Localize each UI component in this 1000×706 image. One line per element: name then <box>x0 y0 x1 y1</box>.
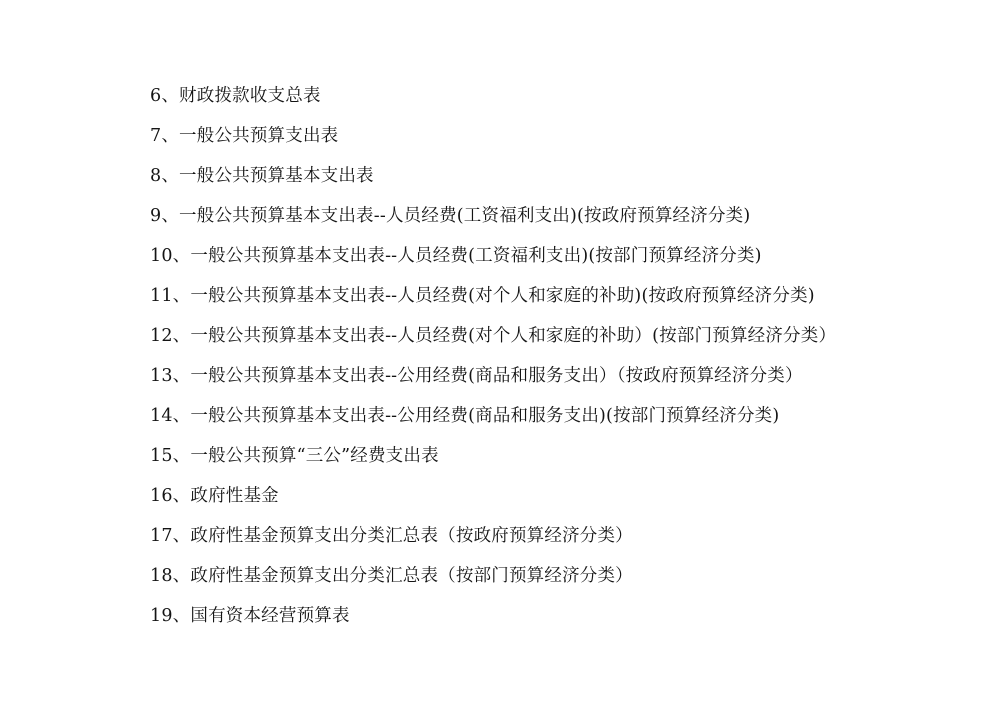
toc-entry-label: 一般公共预算基本支出表--人员经费(工资福利支出)(按部门预算经济分类) <box>190 246 762 266</box>
toc-entry-number: 10、 <box>150 246 191 266</box>
toc-entry-number: 17、 <box>150 526 191 546</box>
toc-entry <box>150 528 910 546</box>
toc-entry-number: 16、 <box>150 486 191 506</box>
toc-entry-label: 一般公共预算基本支出表--人员经费(对个人和家庭的补助)(按政府预算经济分类) <box>190 286 815 306</box>
toc-entry-label: 国有资本经营预算表 <box>190 606 350 626</box>
toc-entry-number: 13、 <box>150 366 191 386</box>
toc-entry <box>150 608 910 626</box>
toc-entry <box>150 448 910 466</box>
toc-entry-number: 14、 <box>150 406 191 426</box>
toc-entry-number: 11、 <box>150 286 191 306</box>
toc-entry-label: 一般公共预算“三公”经费支出表 <box>190 446 439 466</box>
toc-entry-label: 一般公共预算基本支出表 <box>179 166 374 186</box>
toc-entry-label: 政府性基金预算支出分类汇总表（按部门预算经济分类） <box>190 566 633 586</box>
toc-entry-label: 一般公共预算支出表 <box>179 126 339 146</box>
table-of-contents <box>150 88 910 626</box>
toc-entry-number: 7、 <box>150 126 180 146</box>
toc-entry <box>150 168 910 186</box>
toc-entry <box>150 288 910 306</box>
toc-entry-number: 18、 <box>150 566 191 586</box>
toc-entry <box>150 248 910 266</box>
toc-entry-label: 财政拨款收支总表 <box>179 86 321 106</box>
toc-entry <box>150 488 910 506</box>
toc-entry <box>150 328 910 346</box>
toc-entry-number: 6、 <box>150 86 180 106</box>
toc-entry-label: 一般公共预算基本支出表--人员经费(对个人和家庭的补助）(按部门预算经济分类） <box>190 326 837 346</box>
toc-entry-number: 15、 <box>150 446 191 466</box>
toc-entry <box>150 568 910 586</box>
toc-entry-number: 19、 <box>150 606 191 626</box>
toc-entry-label: 一般公共预算基本支出表--公用经费(商品和服务支出）（按政府预算经济分类） <box>190 366 803 386</box>
toc-entry <box>150 408 910 426</box>
toc-entry <box>150 368 910 386</box>
toc-entry-label: 一般公共预算基本支出表--人员经费(工资福利支出)(按政府预算经济分类) <box>179 206 751 226</box>
toc-entry-number: 9、 <box>150 206 180 226</box>
toc-entry <box>150 208 910 226</box>
toc-entry <box>150 88 910 106</box>
toc-entry-number: 12、 <box>150 326 191 346</box>
toc-entry-label: 政府性基金 <box>190 486 279 506</box>
toc-entry-label: 政府性基金预算支出分类汇总表（按政府预算经济分类） <box>190 526 633 546</box>
toc-entry-number: 8、 <box>150 166 180 186</box>
toc-entry <box>150 128 910 146</box>
toc-entry-label: 一般公共预算基本支出表--公用经费(商品和服务支出)(按部门预算经济分类) <box>190 406 780 426</box>
